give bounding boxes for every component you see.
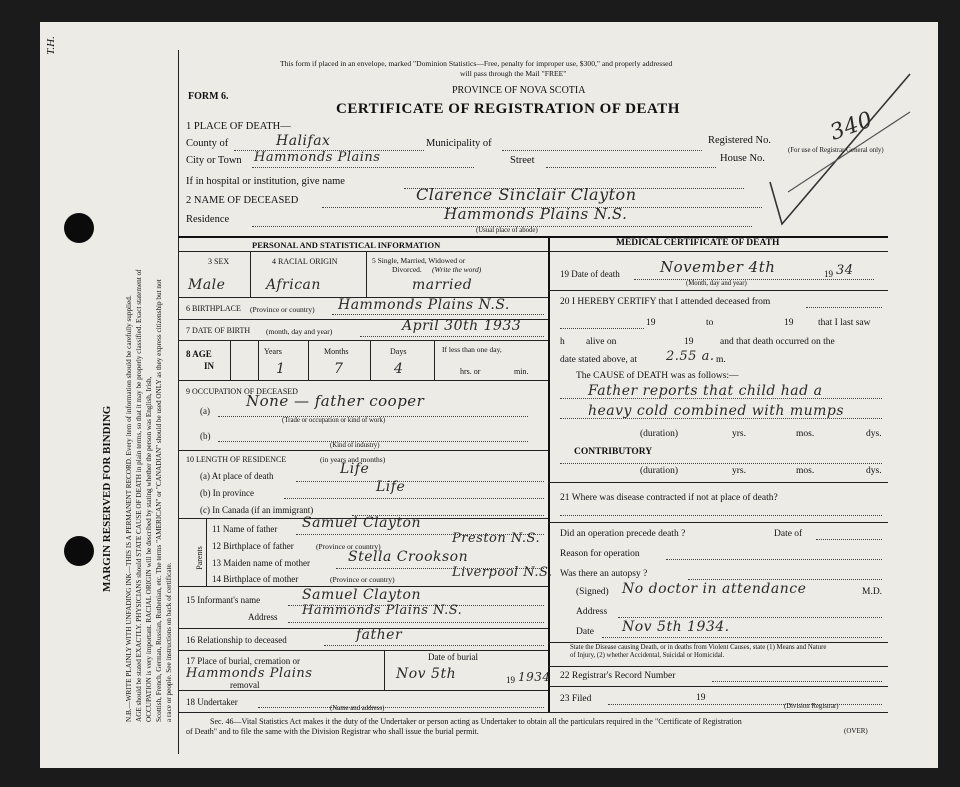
res-province-value: Life [376, 479, 406, 495]
residence-value: Hammonds Plains N.S. [444, 205, 628, 223]
mother-bp-hint: (Province or country) [330, 575, 395, 584]
registered-no-label: Registered No. [708, 135, 771, 146]
certify-19-c: 19 [684, 337, 694, 347]
burial-label-1: 17 Place of burial, cremation or [186, 656, 300, 666]
form-number: FORM 6. [188, 91, 229, 102]
father-birthplace: Preston N.S. [452, 531, 541, 546]
margin-line-4: Scottish, French, German, Russian, Ruthenian, etc. The terms "AMERICAN" or "CANADIAN" should be used ONLY as they express citizenship but not [155, 279, 163, 722]
operation-label: Did an operation precede death ? [560, 529, 686, 539]
certify-alive-on: alive on [586, 337, 617, 347]
cause-dys-label: dys. [866, 429, 882, 439]
margin-line-2: AGE should be stated EXACTLY. PHYSICIANS should STATE CAUSE OF DEATH in plain terms, so that it may be properly classified. Exact statement of [135, 269, 143, 722]
burial-date: Nov 5th [396, 666, 457, 682]
informant-address-label: Address [248, 612, 278, 622]
occupation-value: None — father cooper [246, 392, 425, 410]
residence-label: Residence [186, 214, 230, 225]
medical-date-label: Date [576, 627, 594, 637]
father-bp-label: 12 Birthplace of father [212, 541, 294, 551]
occ-a-hint: (Trade or occupation or kind of work) [282, 417, 386, 424]
birthplace-value: Hammonds Plains N.S. [338, 297, 510, 313]
occupation-label: 9 OCCUPATION OF DECEASED [186, 387, 298, 396]
cause-line-1: Father reports that child had a [588, 383, 823, 399]
birthplace-label: 6 BIRTHPLACE [186, 304, 241, 313]
registrar-note: (For use of Registrar General only) [788, 147, 884, 154]
certify-last-saw: that I last saw [818, 318, 871, 328]
sex-label: 3 SEX [208, 257, 230, 266]
punch-hole-bottom [64, 536, 94, 566]
mother-bp-label: 14 Birthplace of mother [212, 574, 299, 584]
burial-date-label: Date of burial [428, 652, 478, 662]
hospital-label: If in hospital or institution, give name [186, 176, 345, 187]
footer-line-2: of Death" and to file the same with the Division Registrar who shall issue the burial permit. [186, 727, 479, 736]
death-date-hint: (Month, day and year) [686, 280, 747, 287]
contrib-dys-label: dys. [866, 466, 882, 476]
cause-duration-label: (duration) [640, 429, 678, 439]
relationship-label: 16 Relationship to deceased [186, 635, 287, 645]
form-left-rule [178, 50, 179, 754]
certify-line-1: 20 I HEREBY CERTIFY that I attended deceased from [560, 297, 771, 307]
parents-label: Parents [194, 546, 204, 570]
father-name: Samuel Clayton [302, 515, 421, 531]
years-label: Years [264, 347, 282, 356]
house-no-label: House No. [720, 153, 765, 164]
medical-heading: MEDICAL CERTIFICATE OF DEATH [616, 238, 780, 248]
residence-length-label: 10 LENGTH OF RESIDENCE [186, 455, 287, 464]
municipality-label: Municipality of [426, 138, 492, 149]
age-months: 7 [334, 361, 344, 377]
county-label: County of [186, 138, 229, 149]
death-time: 2.55 a. [666, 349, 715, 364]
envelope-note-1: This form if placed in an envelope, marked "Dominion Statistics—Free, penalty for improper use, $300," and properly addressed [280, 59, 673, 68]
father-label: 11 Name of father [212, 524, 278, 534]
age-label-2: IN [204, 361, 215, 371]
filed-label: 23 Filed [560, 694, 592, 704]
dob-hint: (month, day and year) [266, 327, 333, 336]
personal-heading: PERSONAL AND STATISTICAL INFORMATION [252, 240, 441, 250]
res-canada-label: (c) In Canada (if an immigrant) [200, 505, 314, 515]
certify-occurred: and that death occurred on the [720, 337, 835, 347]
signed-label: (Signed) [576, 587, 609, 597]
mother-birthplace: Liverpool N.S. [452, 565, 553, 580]
residence-length-hint: (in years and months) [320, 455, 386, 464]
death-year-value: 34 [836, 263, 854, 278]
mother-name: Stella Crookson [348, 549, 469, 565]
footnote-line-2: of Injury, (2) whether Accidental, Suicidal or Homicidal. [570, 652, 725, 659]
medical-date-value: Nov 5th 1934. [622, 619, 730, 635]
certify-h: h [560, 337, 565, 347]
res-province-label: (b) In province [200, 488, 254, 498]
informant-label: 15 Informant's name [186, 595, 261, 605]
occ-b-hint: (Kind of industry) [330, 442, 380, 449]
certify-19-a: 19 [646, 318, 656, 328]
res-at-place-value: Life [340, 461, 370, 477]
death-date-value: November 4th [660, 258, 776, 276]
signed-value: No doctor in attendance [622, 581, 807, 597]
death-date-label: 19 Date of death [560, 269, 620, 279]
marital-hint: (Write the word) [432, 265, 482, 274]
punch-hole-top [64, 213, 94, 243]
place-heading: 1 PLACE OF DEATH— [186, 121, 291, 132]
marital-label-2: Divorced. [392, 265, 422, 274]
footnote-line-1: State the Disease causing Death, or in deaths from Violent Causes, state (1) Means and Nature [570, 644, 827, 651]
days-label: Days [390, 347, 407, 356]
marital-value: married [412, 277, 473, 293]
md-label: M.D. [862, 587, 883, 597]
informant-name: Samuel Clayton [302, 587, 421, 603]
dob-value: April 30th 1933 [402, 318, 522, 334]
marital-label-1: 5 Single, Married, Widowed or [372, 256, 466, 265]
contributory-label: CONTRIBUTORY [574, 447, 653, 457]
racial-value: African [266, 277, 321, 293]
deceased-name-label: 2 NAME OF DECEASED [186, 195, 299, 206]
filed-19: 19 [696, 693, 706, 703]
contrib-yrs-label: yrs. [732, 466, 746, 476]
footer-over: (OVER) [844, 727, 868, 735]
mother-label: 13 Maiden name of mother [212, 558, 310, 568]
res-at-place-label: (a) At place of death [200, 471, 274, 481]
death-year-prefix: 19 [824, 269, 833, 279]
age-days: 4 [394, 361, 404, 377]
city-label: City or Town [186, 155, 242, 166]
certify-19-b: 19 [784, 318, 794, 328]
age-label-1: 8 AGE [186, 349, 212, 359]
record-number-label: 22 Registrar's Record Number [560, 671, 676, 681]
division-registrar-label: (Division Registrar) [784, 703, 839, 710]
margin-reserved-title: MARGIN RESERVED FOR BINDING [101, 405, 113, 592]
min-label: min. [514, 367, 529, 376]
informant-address: Hammonds Plains N.S. [302, 603, 463, 618]
county-value: Halifax [276, 133, 331, 149]
undertaker-hint: (Name and address) [330, 705, 385, 712]
contrib-mos-label: mos. [796, 466, 815, 476]
cause-label: The CAUSE of DEATH was as follows:— [576, 371, 739, 381]
certify-date-above: date stated above, at [560, 355, 638, 365]
relationship-value: father [356, 627, 403, 643]
birthplace-hint: (Province or country) [250, 305, 315, 314]
street-label: Street [510, 155, 535, 166]
dob-label: 7 DATE OF BIRTH [186, 326, 251, 335]
hrs-label: hrs. or [460, 367, 481, 376]
death-time-suffix: m. [716, 355, 726, 365]
autopsy-label: Was there an autopsy ? [560, 569, 648, 579]
cause-line-2: heavy cold combined with mumps [588, 403, 845, 419]
cause-yrs-label: yrs. [732, 429, 746, 439]
residence-note: (Usual place of abode) [476, 227, 538, 234]
occ-a-label: (a) [200, 406, 210, 416]
margin-line-3: OCCUPATION is very important. RACIAL ORIGIN will be described by stating whether the person was English, Irish, [145, 376, 153, 722]
province-name: PROVINCE OF NOVA SCOTIA [452, 85, 586, 96]
father-bp-hint: (Province or country) [316, 542, 381, 551]
operation-date-label: Date of [774, 529, 803, 539]
deceased-name: Clarence Sinclair Clayton [416, 185, 637, 204]
corner-mark: T.H. [44, 36, 57, 55]
less-than-day-label: If less than one day, [442, 345, 502, 354]
medical-address-label: Address [576, 607, 608, 617]
certify-to: to [706, 318, 714, 328]
city-value: Hammonds Plains [254, 150, 381, 165]
occ-b-label: (b) [200, 431, 211, 441]
burial-place: Hammonds Plains [186, 666, 313, 681]
months-label: Months [324, 347, 349, 356]
envelope-note-2: will pass through the Mail "FREE" [460, 69, 567, 78]
registrar-stamp-number: 340 [826, 107, 877, 146]
operation-reason-label: Reason for operation [560, 549, 640, 559]
margin-line-5: a race or people. See instructions on back of certificate. [165, 562, 173, 722]
burial-year: 1934 [518, 670, 551, 684]
certificate-title: CERTIFICATE OF REGISTRATION OF DEATH [336, 101, 680, 117]
margin-line-1: N.B.—WRITE PLAINLY WITH UNFADING INK—THIS IS A PERMANENT RECORD. Every item of information should be carefully supplied. [125, 295, 133, 722]
sex-value: Male [188, 277, 226, 293]
racial-label: 4 RACIAL ORIGIN [272, 257, 338, 266]
cause-mos-label: mos. [796, 429, 815, 439]
burial-year-prefix: 19 [506, 675, 515, 685]
footer-line-1: Sec. 46—Vital Statistics Act makes it the duty of the Undertaker or person acting as Undertaker to obtain all the particulars required in the "Certificate of Registration [210, 717, 742, 726]
undertaker-label: 18 Undertaker [186, 697, 238, 707]
age-years: 1 [276, 361, 286, 377]
check-mark-icon [760, 52, 920, 227]
contrib-duration-label: (duration) [640, 466, 678, 476]
certificate-page [40, 22, 938, 768]
burial-label-2: removal [230, 680, 260, 690]
contracted-label: 21 Where was disease contracted if not at place of death? [560, 493, 778, 503]
